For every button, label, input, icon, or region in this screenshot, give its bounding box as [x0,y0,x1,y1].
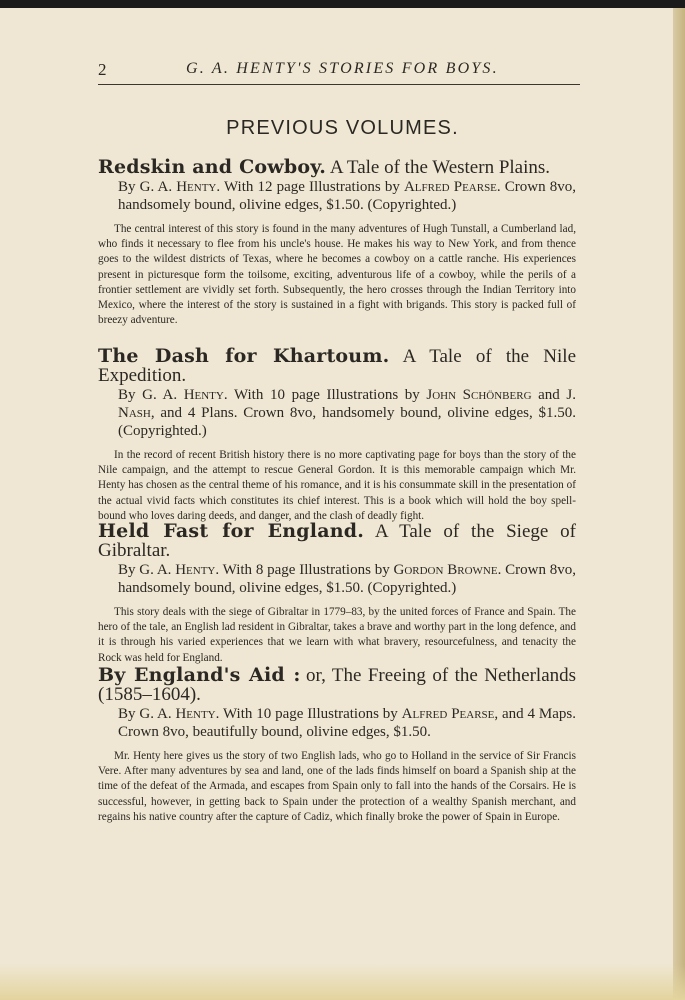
byline-text: . With 10 page Illustrations by [223,387,427,403]
illustrator-name: John Schönberg [426,387,532,403]
byline-text: . With 8 page Illustrations by [215,562,394,578]
book-subtitle: A Tale of the Western Plains. [329,157,551,178]
header-rule [98,84,580,85]
entry-heading [98,666,576,741]
byline-text: . With 12 page Illustrations by [216,179,404,195]
running-head [98,60,578,82]
page-bottom-shade [0,964,685,1000]
author-name: Henty [175,562,216,578]
book-subtitle: A Tale of the Siege of Gibraltar. [98,521,577,561]
illustrator-name: Alfred Pearse [403,179,497,195]
page-right-edge [673,8,685,1000]
scan-top-edge [0,0,685,8]
book-subtitle: A Tale of the Nile Expedition. [98,346,577,386]
book-description: In the record of recent British history there is no more captivating page for boys than the story of the Nile campaign, and the attempt to rescue General Gordon. It is this memorable campaign which Mr. Henty has chosen as the central theme of his romance, and it is his consummate skill in the presentation of the actual vivid facts which constitutes its chief interest. This is a book which will hold the boy spell-bound who loves daring deeds, and danger, and the clash of deadly fight. [98,449,576,522]
page-number: 2 [98,60,107,79]
book-entry [98,347,576,524]
book-subtitle: or, The Freeing of the Netherlands (1585–1604). [98,665,577,705]
byline-text: and J. [531,387,577,403]
author-name: Henty [175,706,216,722]
byline-text: By G. A. [118,562,176,578]
book-title: Held Fast for England. [98,520,365,542]
book-entry [98,158,576,328]
byline [98,705,576,741]
byline-text: By G. A. [118,706,176,722]
book-title: Redskin and Cowboy. [98,156,327,178]
book-title: The Dash for Khartoum. [98,345,390,367]
byline-text: By G. A. [118,387,184,403]
book-description: Mr. Henty here gives us the story of two English lads, who go to Holland in the service of Sir Francis Vere. After many adventures by sea and land, one of the lads finds himself on board a Spanish ship at the time of the defeat of the Armada, and escapes from Spain only to fall into the hands of the Corsairs. He is successful, however, in getting back to Spain under the protection of a wealthy Spanish merchant, and regains his native country after the capture of Cadiz, which finally broke the power of Spain in Europe. [98,750,576,823]
entry-heading [98,347,576,440]
illustrator-name: Nash [118,405,151,421]
illustrator-name: Alfred Pearse [401,706,495,722]
byline [98,386,576,440]
book-description: The central interest of this story is found in the many adventures of Hugh Tunstall, a Cumberland lad, who finds it necessary to flee from his uncle's house. He makes his way to New York, and from thence goes to the wildest districts of Texas, where he becomes a cowboy on a cattle ranche. His experiences present in picturesque form the toilsome, exciting, adventurous life of a cowboy, while the perils of a frontier settlement are vividly set forth. Subsequently, the hero crosses through the Indian Territory into Mexico, where the interest of the story is sustained in a fight with brigands. This story is packed full of breezy adventure. [98,223,576,327]
byline [98,561,576,597]
illustrator-name: Gordon Browne [393,562,498,578]
running-title: G. A. HENTY'S STORIES FOR BOYS. [186,60,499,77]
byline [98,178,576,214]
entry-heading [98,522,576,597]
byline-text: , and 4 Plans. Crown 8vo, handsomely bound, olivine edges, $1.50. (Copyrighted.) [118,405,576,439]
byline-text: . Crown 8vo, handsomely bound, olivine edges, $1.50. (Copyrighted.) [118,562,576,596]
book-entry [98,666,576,825]
author-name: Henty [183,387,224,403]
byline-text: . Crown 8vo, handsomely bound, olivine edges, $1.50. (Copyrighted.) [118,179,576,213]
byline-text: . With 10 page Illustrations by [215,706,402,722]
byline-text: By G. A. [118,179,177,195]
book-entry [98,522,576,666]
book-title: By England's Aid : [98,664,301,686]
byline-text: , and 4 Maps. Crown 8vo, beautifully bound, olivine edges, $1.50. [118,706,576,740]
section-title: PREVIOUS VOLUMES. [226,117,459,139]
author-name: Henty [176,179,217,195]
book-description: This story deals with the siege of Gibraltar in 1779–83, by the united forces of France and Spain. The hero of the tale, an English lad resident in Gibraltar, takes a brave and worthy part in the long defence, and it is through his varied experiences that we learn with what bravery, resourcefulness, and tenacity the Rock was held for England. [98,606,576,664]
entry-heading [98,158,576,214]
